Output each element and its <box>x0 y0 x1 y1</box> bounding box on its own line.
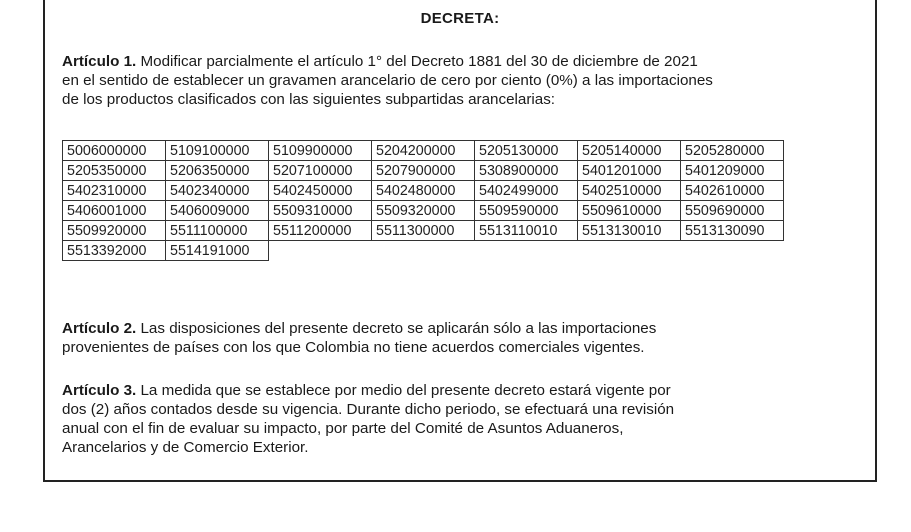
table-cell: 5514191000 <box>166 241 269 261</box>
table-cell: 5207900000 <box>372 161 475 181</box>
table-row <box>63 201 784 221</box>
table-row <box>63 221 784 241</box>
table-cell: 5511200000 <box>269 221 372 241</box>
table-cell: 5509590000 <box>475 201 578 221</box>
table-cell: 5402450000 <box>269 181 372 201</box>
table-cell: 5006000000 <box>63 141 166 161</box>
table-cell: 5402610000 <box>681 181 784 201</box>
table-cell: 5205130000 <box>475 141 578 161</box>
article-3-line-2: dos (2) años contados desde su vigencia. Durante dicho periodo, se efectuará una revisión <box>62 401 675 418</box>
table-cell: 5402510000 <box>578 181 681 201</box>
table-row <box>63 161 784 181</box>
table-cell: 5513130090 <box>681 221 784 241</box>
article-1 <box>62 52 854 109</box>
table-cell: 5513392000 <box>63 241 166 261</box>
table-cell: 5308900000 <box>475 161 578 181</box>
table-row <box>63 181 784 201</box>
table-cell: 5402310000 <box>63 181 166 201</box>
decree-frame <box>43 0 877 482</box>
table-cell: 5509310000 <box>269 201 372 221</box>
table-cell: 5402340000 <box>166 181 269 201</box>
article-3-line-1: La medida que se establece por medio del presente decreto estará vigente por <box>140 382 671 399</box>
article-2-line-1: Las disposiciones del presente decreto se aplicarán sólo a las importaciones <box>140 320 657 337</box>
table-cell: 5406009000 <box>166 201 269 221</box>
table-cell: 5513130010 <box>578 221 681 241</box>
table-cell: 5402480000 <box>372 181 475 201</box>
article-2-line-2: provenientes de países con los que Colombia no tiene acuerdos comerciales vigentes. <box>62 339 645 356</box>
article-3-label: Artículo 3. <box>62 382 141 399</box>
table-cell: 5511300000 <box>372 221 475 241</box>
article-3-line-3: anual con el fin de evaluar su impacto, por parte del Comité de Asuntos Aduaneros, <box>62 420 624 437</box>
table-cell: 5511100000 <box>166 221 269 241</box>
table-cell: 5509320000 <box>372 201 475 221</box>
article-1-line-3: de los productos clasificados con las siguientes subpartidas arancelarias: <box>62 91 556 108</box>
article-2 <box>62 319 854 357</box>
article-1-line-1: Modificar parcialmente el artículo 1° del Decreto 1881 del 30 de diciembre de 2021 <box>140 53 698 70</box>
table-cell: 5402499000 <box>475 181 578 201</box>
table-cell: 5401209000 <box>681 161 784 181</box>
table-cell: 5401201000 <box>578 161 681 181</box>
table-cell: 5205280000 <box>681 141 784 161</box>
table-cell: 5513110010 <box>475 221 578 241</box>
table-cell: 5509920000 <box>63 221 166 241</box>
table-cell: 5109100000 <box>166 141 269 161</box>
article-3-line-4: Arancelarios y de Comercio Exterior. <box>62 439 309 456</box>
article-1-line-2: en el sentido de establecer un gravamen arancelario de cero por ciento (0%) a las importaciones <box>62 72 713 89</box>
table-cell: 5109900000 <box>269 141 372 161</box>
table-cell: 5205350000 <box>63 161 166 181</box>
table-cell: 5509690000 <box>681 201 784 221</box>
table-cell: 5207100000 <box>269 161 372 181</box>
table-row <box>63 141 784 161</box>
decree-heading: DECRETA: <box>420 10 500 27</box>
article-2-label: Artículo 2. <box>62 320 141 337</box>
table-cell: 5206350000 <box>166 161 269 181</box>
table-row <box>63 241 784 261</box>
table-cell: 5509610000 <box>578 201 681 221</box>
table-cell: 5406001000 <box>63 201 166 221</box>
subpartidas-table <box>62 140 784 261</box>
table-cell: 5205140000 <box>578 141 681 161</box>
article-1-label: Artículo 1. <box>62 53 141 70</box>
table-cell: 5204200000 <box>372 141 475 161</box>
article-3 <box>62 381 854 457</box>
